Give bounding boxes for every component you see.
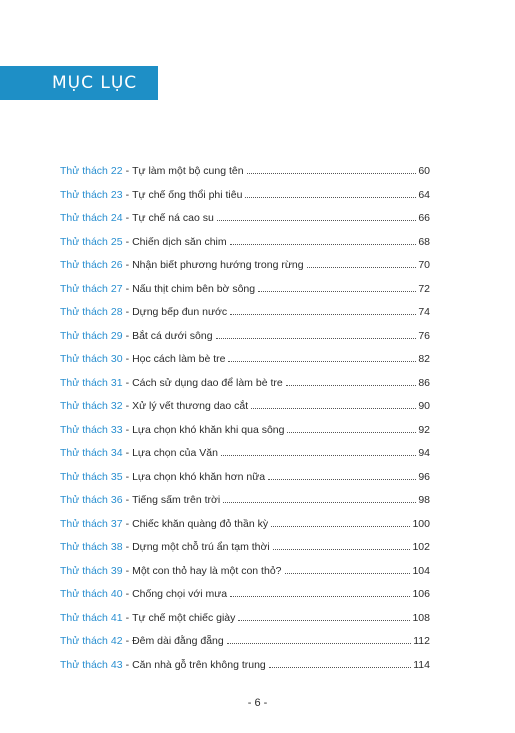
toc-entry-title: Chiến dịch săn chim	[132, 235, 227, 248]
toc-entry-title: Tiếng sấm trên trời	[132, 494, 221, 506]
toc-entry-title: Tự chế ná cao su	[132, 212, 214, 224]
toc-entry-separator: -	[125, 400, 130, 412]
toc-entry-label: Thử thách	[60, 306, 108, 318]
toc-entry-title: Dựng một chỗ trú ẩn tạm thời	[132, 541, 270, 553]
toc-entry-title: Nấu thịt chim bên bờ sông	[132, 282, 256, 295]
toc-entry-separator: -	[125, 329, 130, 342]
toc-entry-page: 112	[413, 635, 430, 647]
toc-entry-title: Xử lý vết thương dao cắt	[132, 400, 249, 412]
toc-entry-page: 94	[418, 447, 430, 459]
toc-entry[interactable]	[60, 424, 430, 448]
toc-entry-page: 68	[418, 235, 430, 248]
toc-entry-title: Học cách làm bè tre	[132, 353, 226, 365]
toc-dot-leader	[285, 573, 411, 574]
toc-entry-number: 40	[110, 588, 123, 600]
toc-entry-separator: -	[125, 541, 130, 553]
toc-entry-page: 66	[418, 212, 430, 224]
toc-entry-number: 26	[110, 259, 123, 271]
toc-entry[interactable]	[60, 259, 430, 283]
toc-entry-separator: -	[125, 188, 130, 201]
toc-entry-label: Thử thách	[60, 447, 108, 459]
toc-entry[interactable]	[60, 471, 430, 495]
toc-entry-number: 32	[110, 400, 123, 412]
toc-entry-page: 108	[412, 611, 430, 624]
toc-entry-number: 39	[110, 564, 123, 577]
toc-entry-separator: -	[125, 259, 130, 271]
toc-entry-number: 24	[110, 212, 123, 224]
toc-entry[interactable]	[60, 236, 430, 260]
toc-entry-title: Dựng bếp đun nước	[132, 306, 228, 318]
toc-entry-page: 72	[418, 282, 430, 295]
toc-entry-label: Thử thách	[60, 588, 108, 600]
toc-entry[interactable]	[60, 588, 430, 612]
toc-entry-label: Thử thách	[60, 658, 108, 671]
toc-entry-title: Lựa chọn khó khăn khi qua sông	[132, 423, 285, 436]
toc-entry-title: Chống chọi với mưa	[132, 588, 228, 600]
toc-entry-number: 38	[110, 541, 123, 553]
page-number: - 6 -	[247, 697, 268, 709]
toc-dot-leader	[230, 596, 410, 597]
toc-entry-label: Thử thách	[60, 353, 108, 365]
toc-entry-title: Tự chế một chiếc giày	[132, 611, 236, 624]
toc-entry-title: Chiếc khăn quàng đỏ thần kỳ	[132, 517, 269, 530]
toc-entry-label: Thử thách	[60, 423, 108, 436]
toc-entry-number: 25	[110, 235, 123, 248]
toc-entry-number: 34	[110, 447, 123, 459]
toc-entry-title: Lựa chọn của Văn	[132, 447, 218, 459]
toc-entry-number: 42	[110, 635, 123, 647]
toc-entry-title: Tự chế ống thổi phi tiêu	[132, 188, 243, 201]
toc-entry-number: 37	[110, 517, 123, 530]
toc-entry-page: 74	[418, 306, 430, 318]
toc-entry-page: 92	[418, 423, 430, 436]
toc-dot-leader	[238, 620, 410, 621]
toc-entry-page: 90	[418, 400, 430, 412]
toc-entry-label: Thử thách	[60, 165, 108, 177]
toc-entry-title: Nhận biết phương hướng trong rừng	[132, 259, 304, 271]
toc-entry[interactable]	[60, 447, 430, 471]
toc-dot-leader	[251, 408, 416, 409]
toc-entry-separator: -	[125, 235, 130, 248]
toc-entry-separator: -	[125, 517, 130, 530]
toc-dot-leader	[273, 549, 411, 550]
section-title: MỤC LỤC	[52, 73, 138, 93]
toc-entry-title: Đêm dài đằng đẵng	[132, 635, 224, 647]
toc-entry[interactable]	[60, 306, 430, 330]
toc-entry-separator: -	[125, 306, 130, 318]
toc-entry-page: 70	[418, 259, 430, 271]
toc-entry-title: Tự làm một bộ cung tên	[132, 165, 244, 177]
toc-entry-separator: -	[125, 611, 130, 624]
toc-entry-separator: -	[125, 447, 130, 459]
toc-entry-number: 27	[110, 282, 123, 295]
toc-entry-number: 43	[110, 658, 123, 671]
toc-entry-number: 31	[110, 376, 123, 389]
toc-dot-leader	[258, 291, 416, 292]
toc-entry-page: 98	[418, 494, 430, 506]
toc-entry-number: 23	[110, 188, 123, 201]
toc-entry-page: 76	[418, 329, 430, 342]
toc-dot-leader	[223, 502, 416, 503]
toc-entry-label: Thử thách	[60, 259, 108, 271]
table-of-contents	[60, 165, 430, 682]
toc-dot-leader	[221, 455, 416, 456]
toc-entry[interactable]	[60, 494, 430, 518]
toc-entry-separator: -	[125, 423, 130, 436]
toc-dot-leader	[271, 526, 410, 527]
toc-entry-number: 29	[110, 329, 123, 342]
toc-entry-title: Một con thỏ hay là một con thỏ?	[132, 564, 282, 577]
toc-entry-page: 100	[412, 517, 430, 530]
toc-entry-label: Thử thách	[60, 635, 108, 647]
toc-entry-title: Bắt cá dưới sông	[132, 329, 213, 342]
toc-dot-leader	[286, 385, 417, 386]
toc-entry-separator: -	[125, 658, 130, 671]
toc-dot-leader	[216, 338, 417, 339]
toc-entry-separator: -	[125, 588, 130, 600]
toc-entry-title: Lựa chọn khó khăn hơn nữa	[132, 470, 266, 483]
toc-entry-separator: -	[125, 212, 130, 224]
toc-entry[interactable]	[60, 400, 430, 424]
toc-entry[interactable]	[60, 565, 430, 589]
toc-entry-label: Thử thách	[60, 470, 108, 483]
toc-entry-separator: -	[125, 376, 130, 389]
toc-entry[interactable]	[60, 541, 430, 565]
toc-entry-label: Thử thách	[60, 517, 108, 530]
toc-dot-leader	[269, 667, 411, 668]
toc-entry-label: Thử thách	[60, 494, 108, 506]
toc-entry-number: 36	[110, 494, 123, 506]
toc-entry-label: Thử thách	[60, 611, 108, 624]
toc-entry-title: Căn nhà gỗ trên không trung	[132, 658, 266, 671]
toc-entry-number: 22	[110, 165, 123, 177]
toc-entry-page: 106	[412, 588, 430, 600]
toc-entry[interactable]	[60, 189, 430, 213]
toc-dot-leader	[307, 267, 417, 268]
toc-dot-leader	[227, 643, 412, 644]
toc-entry-number: 41	[110, 611, 123, 624]
toc-entry-number: 33	[110, 423, 123, 436]
toc-entry-number: 35	[110, 470, 123, 483]
toc-entry-label: Thử thách	[60, 329, 108, 342]
toc-dot-leader	[247, 173, 417, 174]
toc-entry-separator: -	[125, 635, 130, 647]
toc-entry-page: 104	[412, 564, 430, 577]
toc-entry-page: 114	[413, 658, 430, 671]
toc-dot-leader	[287, 432, 416, 433]
toc-dot-leader	[230, 244, 417, 245]
toc-dot-leader	[217, 220, 416, 221]
toc-entry[interactable]	[60, 212, 430, 236]
toc-entry[interactable]	[60, 283, 430, 307]
toc-entry-number: 30	[110, 353, 123, 365]
toc-dot-leader	[268, 479, 416, 480]
toc-entry-separator: -	[125, 470, 130, 483]
toc-entry-page: 60	[418, 165, 430, 177]
toc-entry-separator: -	[125, 282, 130, 295]
toc-entry[interactable]	[60, 377, 430, 401]
toc-entry[interactable]	[60, 518, 430, 542]
toc-entry[interactable]	[60, 165, 430, 189]
toc-entry-separator: -	[125, 564, 130, 577]
toc-entry[interactable]	[60, 635, 430, 659]
toc-entry-page: 82	[418, 353, 430, 365]
toc-entry[interactable]	[60, 330, 430, 354]
toc-entry-label: Thử thách	[60, 541, 108, 553]
toc-entry-separator: -	[125, 353, 130, 365]
toc-entry-page: 86	[418, 376, 430, 389]
toc-dot-leader	[245, 197, 416, 198]
toc-entry-label: Thử thách	[60, 376, 108, 389]
toc-entry-label: Thử thách	[60, 212, 108, 224]
toc-entry-page: 64	[418, 188, 430, 201]
toc-entry-page: 102	[412, 541, 430, 553]
toc-entry-label: Thử thách	[60, 400, 108, 412]
toc-dot-leader	[228, 361, 416, 362]
toc-dot-leader	[230, 314, 416, 315]
toc-entry[interactable]	[60, 612, 430, 636]
toc-entry[interactable]	[60, 659, 430, 683]
toc-entry[interactable]	[60, 353, 430, 377]
toc-entry-label: Thử thách	[60, 235, 108, 248]
toc-entry-separator: -	[125, 494, 130, 506]
toc-entry-separator: -	[125, 165, 130, 177]
toc-entry-label: Thử thách	[60, 188, 108, 201]
section-header-bar	[0, 66, 158, 100]
toc-entry-label: Thử thách	[60, 564, 108, 577]
toc-entry-page: 96	[418, 470, 430, 483]
toc-entry-title: Cách sử dụng dao để làm bè tre	[132, 376, 283, 389]
toc-entry-number: 28	[110, 306, 123, 318]
toc-entry-label: Thử thách	[60, 282, 108, 295]
